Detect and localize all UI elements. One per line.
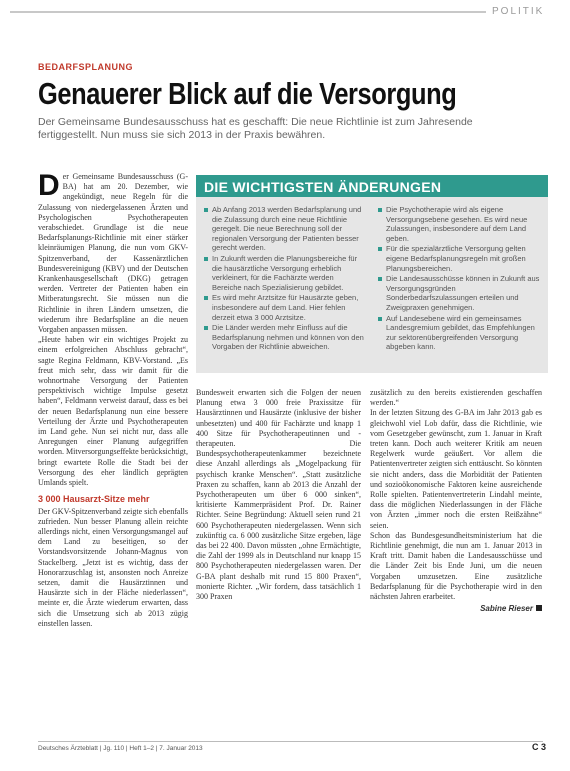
square-bullet-icon [204, 257, 208, 261]
list-item: Es wird mehr Arztsitze für Hausärzte geben, insbesondere auf dem Land. Hier fehlen derzeit etwa 3 000 Arztsitze. [204, 293, 364, 322]
article-column-2 [196, 388, 361, 738]
square-bullet-icon [204, 208, 208, 212]
info-box-right-column [378, 205, 540, 353]
footer-citation: Deutsches Ärzteblatt | Jg. 110 | Heft 1–2 | 7. Januar 2013 [38, 745, 203, 752]
square-bullet-icon [204, 296, 208, 300]
dropcap: D [38, 172, 60, 202]
article-column-1 [38, 172, 188, 738]
paragraph: In der letzten Sitzung des G-BA im Jahr 2013 gab es gleichwohl viel Lob dafür, dass die Richtlinie, wie vom Gesetzgeber gewünscht, zum 1. Januar in Kraft treten kann. Doch auch weiterer Kritik am neuen Regelwerk wurde geäußert. Vor allem die Patientenvertreter zeigten sich enttäuscht. So könnten sie nicht anders, dass die Morbidität der Patienten und sozioökonomische Faktoren keine ausreichende Rolle spielten. Patientenvertreterin Lindahl meinte, dass die möglichen Niederlassungen in der Fläche von Ärzten „immer noch die ersten Reißzähne“ seien. [370, 408, 542, 530]
footer-rule [38, 741, 543, 742]
list-item: Auf Landesebene wird ein gemeinsames Landesgremium gebildet, das Empfehlungen zur sektorenübergreifenden Versorgung abgeben kann. [378, 314, 540, 352]
end-mark-icon [536, 605, 542, 611]
square-bullet-icon [378, 247, 382, 251]
info-box-left-column [204, 205, 364, 353]
list-item: Die Landesausschüsse können in Zukunft aus Versorgungsgründen Sonderbedarfszulassungen erteilen und Zweigpraxen genehmigen. [378, 274, 540, 312]
square-bullet-icon [378, 277, 382, 281]
author-name: Sabine Rieser [480, 604, 533, 614]
list-item: Die Länder werden mehr Einfluss auf die Bedarfsplanung nehmen und können von den Vorgaben der Richtlinie abweichen. [204, 323, 364, 352]
paragraph: „Heute haben wir ein wichtiges Projekt zu einem erfolgreichen Abschluss gebracht“, sagte Regina Feldmann, KBV-Vorstand. „Es freut mich sehr, dass wir damit für die wohnortnahe Versorgung der Patienten perspektivisch wichtige Impulse gesetzt haben“, Feldmann verweist darauf, dass es bei der neuen Bedarfsplanung nun eine bessere Verteilung der Ärzte und Psychotherapeuten im Land gehe. Nun sei nicht nur, dass alle Anregungen einer Planung aufgegriffen worden. Mitversorgungseffekte berücksichtigt, bringt ewartete Rolle die Stadt bei der Versorgung des eher ländlich geprägten Umlands spielt. [38, 335, 188, 488]
info-box [196, 175, 548, 373]
list-item: In Zukunft werden die Planungsbereiche für die hausärztliche Versorgung erheblich verkleinert, für die Fachärzte werden Bereiche nach Spezialisierung gebildet. [204, 254, 364, 292]
paragraph: Der GKV-Spitzenverband zeigte sich ebenfalls zufrieden. Nun besser Planung allein reichte allerdings nicht, einen Versorgungsmangel auf dem Land zu beseitigen, so der Vorstandsvorsitzende Johann-Magnus von Stackelberg. „Jetzt ist es wichtig, dass der Honorarzuschlag ist, ansonsten noch Anreize setzen, damit die Hausärztinnen und Hausärzte sich in der Fläche niederlassen“, meinte er, die Ärzte wiederum erwarten, dass sich die Umsetzung sich ab 2013 zügig einstellen lassen. [38, 506, 188, 628]
headline: Genauerer Blick auf die Versorgung [38, 76, 457, 111]
list-item: Ab Anfang 2013 werden Bedarfsplanung und die Zulassung durch eine neue Richtlinie geregelt. Die neue Berechnung soll der regionalen Versorgung der Patienten besser gerecht werden. [204, 205, 364, 253]
info-box-header [196, 175, 548, 197]
square-bullet-icon [204, 326, 208, 330]
paragraph: zusätzlich zu den bereits existierenden geschaffen werden.“ [370, 388, 542, 408]
subheading: 3 000 Hausarzt-Sitze mehr [38, 494, 150, 505]
paragraph: Schon das Bundesgesundheitsministerium hat die Richtlinie genehmigt, die nun am 1. Januar 2013 in Kraft tritt. Damit haben die Landesausschüsse und die Länder Zeit bis Ende Juni, um die neuen Vorgaben umzusetzen. Eine zusätzliche Bedarfsplanung für die Psychotherapie wird in den nächsten Jahren erarbeitet. [370, 530, 542, 602]
kicker: BEDARFSPLANUNG [38, 62, 134, 72]
paragraph: er Gemeinsame Bundesausschuss (G-BA) hat am 20. Dezember, wie angekündigt, neue Regeln für die Zulassung von niedergelassenen Ärzten und Psychologischen Psychotherapeuten verabschiedet. Grundlage ist die neue Bedarfsplanungs-Richtlinie mit einer stärker kleinräumigen Planung, die nun vom GKV-Spitzenverband, der Kassenärztlichen Bundesvereinigung (KBV) und der Deutschen Krankenhausgesellschaft (DKG) getragen werden. Vertreter der Patienten haben ein Mitberatungsrecht. Sie müssen nun die Richtlinie in ihren Ländern umsetzen, die wiederum ihre Bedarfspläne an die neuen Vorgaben anpassen müssen. [38, 172, 188, 335]
page-number: C 3 [532, 742, 547, 752]
paragraph: Bundesweit erwarten sich die Folgen der neuen Planung etwa 3 000 freie Praxissitze für Hausärztinnen und Hausärzte (inklusive der bisher unbesetzten) und 400 für Fachärzte und knapp 1 400 Sitze für Psychotherapeutinnen und -therapeuten. Die Bundespsychotherapeutenkammer bezeichnete diese Anzahl allerdings als „Mogelpackung für psychisch kranke Menschen“. „Statt zusätzliche Praxen zu schaffen, kann ab 2013 die Anzahl der Psychotherapeuten um über 6 000 sinken“, kritisierte Kammerpräsident Prof. Dr. Rainer Richter. Seine Begründung: Aktuell seien rund 21 600 Psychotherapeuten niedergelassen. Wenn sich zukünftig ca. 6 000 zusätzliche Sitze ergeben, läge das bei 22 400. Davon müssten „ohne Ermächtigte, die Zahl der 1999 als in Deutschland nur knapp 15 800 Psychotherapeuten niedergelassen waren. Der G-BA plant deshalb mit rund 15 800 Praxen“, monierte Richter. „Wir fordern, dass tatsächlich 1 300 Praxen [196, 388, 361, 602]
section-label: POLITIK [492, 6, 545, 17]
square-bullet-icon [378, 208, 382, 212]
top-rule [10, 11, 486, 13]
list-item: Für die spezialärztliche Versorgung gelten eigene Bedarfsplanungsregeln mit großen Planungsbereichen. [378, 244, 540, 273]
square-bullet-icon [378, 317, 382, 321]
article-column-3 [370, 388, 542, 740]
info-box-title: DIE WICHTIGSTEN ÄNDERUNGEN [204, 179, 442, 195]
teaser: Der Gemeinsame Bundesausschuss hat es geschafft: Die neue Richtlinie ist zum Jahresende fertiggestellt. Nun muss sie sich 2013 in der Praxis bewähren. [38, 116, 473, 141]
list-item: Die Psychotherapie wird als eigene Versorgungsebene gesehen. Es wird neue Zulassungen, insbesondere auf dem Land geben. [378, 205, 540, 243]
author-line [370, 604, 542, 614]
